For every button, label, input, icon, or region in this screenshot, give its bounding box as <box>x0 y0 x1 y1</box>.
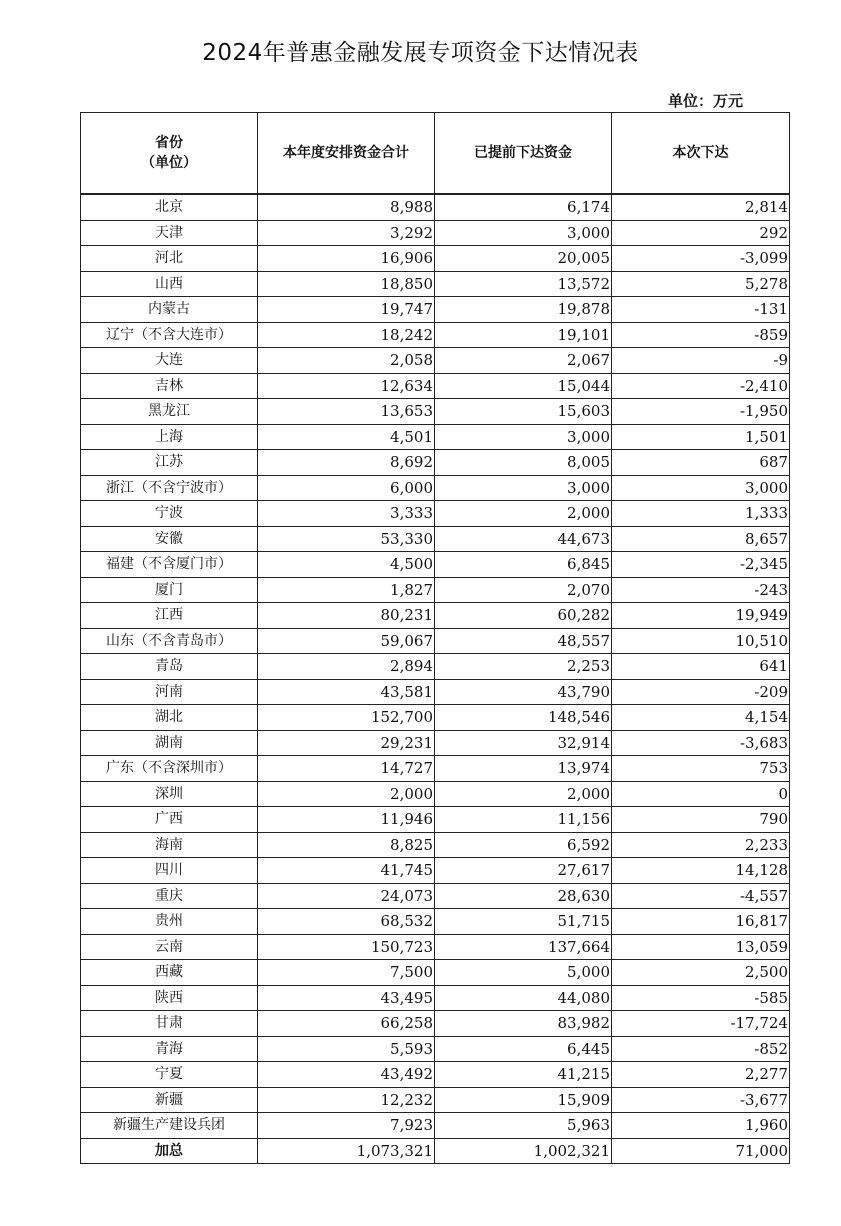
header-advance: 已提前下达资金 <box>435 113 612 195</box>
province-cell: 江西 <box>81 603 258 629</box>
advance-cell: 137,664 <box>435 934 612 960</box>
annual-total-cell: 8,825 <box>258 832 435 858</box>
annual-total-cell: 2,894 <box>258 654 435 680</box>
advance-cell: 51,715 <box>435 909 612 935</box>
table-row <box>81 909 790 935</box>
current-cell: -209 <box>612 679 790 705</box>
annual-total-cell: 2,058 <box>258 348 435 374</box>
current-cell: -131 <box>612 297 790 323</box>
advance-cell: 43,790 <box>435 679 612 705</box>
table-row <box>81 501 790 527</box>
advance-cell: 3,000 <box>435 424 612 450</box>
current-cell: 790 <box>612 807 790 833</box>
current-cell: 2,500 <box>612 960 790 986</box>
province-cell: 山东（不含青岛市） <box>81 628 258 654</box>
advance-cell: 6,174 <box>435 194 612 220</box>
table-row <box>81 730 790 756</box>
header-province-line1: 省份 <box>155 135 183 151</box>
unit-label: 单位：万元 <box>667 92 743 110</box>
province-cell: 浙江（不含宁波市） <box>81 475 258 501</box>
current-cell: 3,000 <box>612 475 790 501</box>
advance-cell: 27,617 <box>435 858 612 884</box>
province-cell: 陕西 <box>81 985 258 1011</box>
table-row <box>81 526 790 552</box>
annual-total-cell: 8,692 <box>258 450 435 476</box>
province-cell: 黑龙江 <box>81 399 258 425</box>
province-cell: 西藏 <box>81 960 258 986</box>
table-row <box>81 424 790 450</box>
header-current: 本次下达 <box>612 113 790 195</box>
advance-cell: 2,067 <box>435 348 612 374</box>
current-cell: -2,345 <box>612 552 790 578</box>
table-row <box>81 1062 790 1088</box>
province-cell: 青岛 <box>81 654 258 680</box>
advance-cell: 41,215 <box>435 1062 612 1088</box>
table-row <box>81 679 790 705</box>
table-row <box>81 781 790 807</box>
table-row <box>81 1036 790 1062</box>
annual-total-cell: 41,745 <box>258 858 435 884</box>
current-cell: -859 <box>612 322 790 348</box>
advance-cell: 6,592 <box>435 832 612 858</box>
province-cell: 宁夏 <box>81 1062 258 1088</box>
advance-cell: 148,546 <box>435 705 612 731</box>
current-cell: 14,128 <box>612 858 790 884</box>
annual-total-cell: 150,723 <box>258 934 435 960</box>
advance-cell: 2,000 <box>435 781 612 807</box>
annual-total-cell: 43,581 <box>258 679 435 705</box>
province-cell: 大连 <box>81 348 258 374</box>
advance-cell: 44,080 <box>435 985 612 1011</box>
current-cell: 1,960 <box>612 1113 790 1139</box>
table-row <box>81 322 790 348</box>
advance-cell: 15,044 <box>435 373 612 399</box>
annual-total-cell: 18,242 <box>258 322 435 348</box>
table-row <box>81 220 790 246</box>
table-row <box>81 832 790 858</box>
table-row <box>81 654 790 680</box>
table-row <box>81 985 790 1011</box>
table-row <box>81 1113 790 1139</box>
table-row <box>81 475 790 501</box>
province-cell: 深圳 <box>81 781 258 807</box>
current-cell: -4,557 <box>612 883 790 909</box>
annual-total-cell: 29,231 <box>258 730 435 756</box>
table-row <box>81 628 790 654</box>
table-row <box>81 603 790 629</box>
province-cell: 宁波 <box>81 501 258 527</box>
annual-total-cell: 1,827 <box>258 577 435 603</box>
annual-total-cell: 43,495 <box>258 985 435 1011</box>
table-row <box>81 373 790 399</box>
advance-cell: 19,101 <box>435 322 612 348</box>
advance-cell: 11,156 <box>435 807 612 833</box>
current-cell: 5,278 <box>612 271 790 297</box>
table-row <box>81 807 790 833</box>
advance-cell: 28,630 <box>435 883 612 909</box>
current-cell: 2,233 <box>612 832 790 858</box>
province-cell: 青海 <box>81 1036 258 1062</box>
advance-cell: 2,253 <box>435 654 612 680</box>
current-cell: 1,501 <box>612 424 790 450</box>
table-row <box>81 883 790 909</box>
province-cell: 山西 <box>81 271 258 297</box>
current-cell: 13,059 <box>612 934 790 960</box>
total-row <box>81 1138 790 1164</box>
table-row <box>81 450 790 476</box>
table-row <box>81 552 790 578</box>
advance-cell: 83,982 <box>435 1011 612 1037</box>
annual-total-cell: 5,593 <box>258 1036 435 1062</box>
advance-cell: 15,603 <box>435 399 612 425</box>
table-row <box>81 577 790 603</box>
province-cell: 河南 <box>81 679 258 705</box>
table-body <box>81 194 790 1164</box>
province-cell: 上海 <box>81 424 258 450</box>
current-cell: 2,814 <box>612 194 790 220</box>
page-title: 2024年普惠金融发展专项资金下达情况表 <box>202 40 639 66</box>
annual-total-cell: 19,747 <box>258 297 435 323</box>
province-cell: 吉林 <box>81 373 258 399</box>
table-row <box>81 399 790 425</box>
header-annual-total: 本年度安排资金合计 <box>258 113 435 195</box>
annual-total-cell: 8,988 <box>258 194 435 220</box>
annual-total-cell: 11,946 <box>258 807 435 833</box>
current-cell: 687 <box>612 450 790 476</box>
current-cell: 4,154 <box>612 705 790 731</box>
province-cell: 福建（不含厦门市） <box>81 552 258 578</box>
province-cell: 海南 <box>81 832 258 858</box>
current-cell: 1,333 <box>612 501 790 527</box>
funding-table <box>80 112 790 1164</box>
advance-cell: 1,002,321 <box>435 1138 612 1164</box>
table-row <box>81 1011 790 1037</box>
advance-cell: 3,000 <box>435 220 612 246</box>
current-cell: 16,817 <box>612 909 790 935</box>
advance-cell: 2,070 <box>435 577 612 603</box>
current-cell: -9 <box>612 348 790 374</box>
annual-total-cell: 68,532 <box>258 909 435 935</box>
annual-total-cell: 3,292 <box>258 220 435 246</box>
table-row <box>81 246 790 272</box>
current-cell: -852 <box>612 1036 790 1062</box>
table-row <box>81 934 790 960</box>
annual-total-cell: 12,634 <box>258 373 435 399</box>
annual-total-cell: 80,231 <box>258 603 435 629</box>
current-cell: 19,949 <box>612 603 790 629</box>
current-cell: -17,724 <box>612 1011 790 1037</box>
province-cell: 湖南 <box>81 730 258 756</box>
advance-cell: 60,282 <box>435 603 612 629</box>
advance-cell: 5,963 <box>435 1113 612 1139</box>
annual-total-cell: 18,850 <box>258 271 435 297</box>
province-cell: 江苏 <box>81 450 258 476</box>
advance-cell: 8,005 <box>435 450 612 476</box>
province-cell: 厦门 <box>81 577 258 603</box>
table-row <box>81 348 790 374</box>
province-cell: 贵州 <box>81 909 258 935</box>
advance-cell: 6,445 <box>435 1036 612 1062</box>
current-cell: 0 <box>612 781 790 807</box>
header-province <box>81 113 258 195</box>
annual-total-cell: 3,333 <box>258 501 435 527</box>
province-cell: 湖北 <box>81 705 258 731</box>
current-cell: -3,677 <box>612 1087 790 1113</box>
annual-total-cell: 4,500 <box>258 552 435 578</box>
province-cell: 云南 <box>81 934 258 960</box>
current-cell: -3,683 <box>612 730 790 756</box>
advance-cell: 5,000 <box>435 960 612 986</box>
advance-cell: 13,572 <box>435 271 612 297</box>
current-cell: -585 <box>612 985 790 1011</box>
province-cell: 重庆 <box>81 883 258 909</box>
table-row <box>81 960 790 986</box>
annual-total-cell: 59,067 <box>258 628 435 654</box>
province-cell: 天津 <box>81 220 258 246</box>
annual-total-cell: 4,501 <box>258 424 435 450</box>
advance-cell: 6,845 <box>435 552 612 578</box>
table-row <box>81 271 790 297</box>
header-row <box>81 113 790 195</box>
table-row <box>81 1087 790 1113</box>
annual-total-cell: 24,073 <box>258 883 435 909</box>
current-cell: -1,950 <box>612 399 790 425</box>
current-cell: 292 <box>612 220 790 246</box>
current-cell: 2,277 <box>612 1062 790 1088</box>
province-cell: 甘肃 <box>81 1011 258 1037</box>
province-cell: 北京 <box>81 194 258 220</box>
advance-cell: 15,909 <box>435 1087 612 1113</box>
annual-total-cell: 14,727 <box>258 756 435 782</box>
current-cell: -243 <box>612 577 790 603</box>
current-cell: 8,657 <box>612 526 790 552</box>
province-cell: 安徽 <box>81 526 258 552</box>
annual-total-cell: 13,653 <box>258 399 435 425</box>
advance-cell: 48,557 <box>435 628 612 654</box>
annual-total-cell: 53,330 <box>258 526 435 552</box>
current-cell: 71,000 <box>612 1138 790 1164</box>
annual-total-cell: 6,000 <box>258 475 435 501</box>
advance-cell: 19,878 <box>435 297 612 323</box>
advance-cell: 2,000 <box>435 501 612 527</box>
annual-total-cell: 66,258 <box>258 1011 435 1037</box>
province-cell: 河北 <box>81 246 258 272</box>
advance-cell: 3,000 <box>435 475 612 501</box>
province-cell: 新疆生产建设兵团 <box>81 1113 258 1139</box>
province-cell: 广东（不含深圳市） <box>81 756 258 782</box>
current-cell: -2,410 <box>612 373 790 399</box>
province-cell: 新疆 <box>81 1087 258 1113</box>
province-cell: 广西 <box>81 807 258 833</box>
table-row <box>81 297 790 323</box>
current-cell: -3,099 <box>612 246 790 272</box>
annual-total-cell: 7,500 <box>258 960 435 986</box>
annual-total-cell: 152,700 <box>258 705 435 731</box>
annual-total-cell: 12,232 <box>258 1087 435 1113</box>
table-row <box>81 858 790 884</box>
table-row <box>81 756 790 782</box>
advance-cell: 20,005 <box>435 246 612 272</box>
header-province-line2: （单位） <box>141 155 197 171</box>
annual-total-cell: 2,000 <box>258 781 435 807</box>
province-cell: 辽宁（不含大连市） <box>81 322 258 348</box>
annual-total-cell: 43,492 <box>258 1062 435 1088</box>
advance-cell: 13,974 <box>435 756 612 782</box>
province-cell: 四川 <box>81 858 258 884</box>
table-row <box>81 705 790 731</box>
table-row <box>81 194 790 220</box>
province-cell: 内蒙古 <box>81 297 258 323</box>
current-cell: 753 <box>612 756 790 782</box>
annual-total-cell: 1,073,321 <box>258 1138 435 1164</box>
annual-total-cell: 7,923 <box>258 1113 435 1139</box>
annual-total-cell: 16,906 <box>258 246 435 272</box>
province-cell: 加总 <box>81 1138 258 1164</box>
advance-cell: 44,673 <box>435 526 612 552</box>
advance-cell: 32,914 <box>435 730 612 756</box>
current-cell: 641 <box>612 654 790 680</box>
current-cell: 10,510 <box>612 628 790 654</box>
